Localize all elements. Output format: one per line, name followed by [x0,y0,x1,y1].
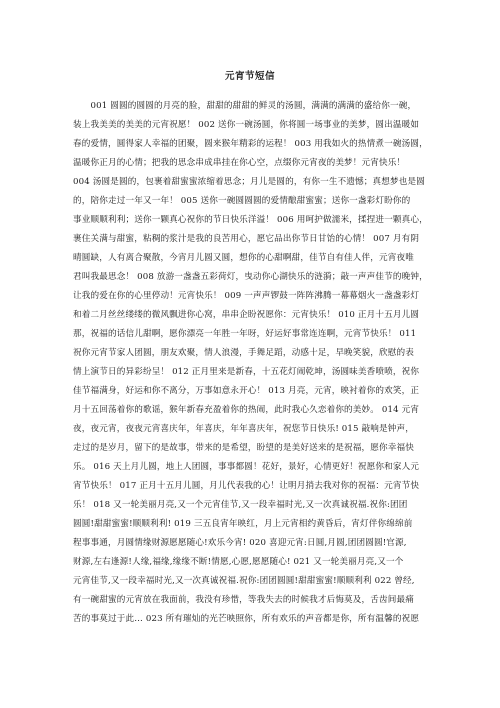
text-line: 圆圆!甜甜蜜蜜!顺顺利利! 019 三五良宵年映红，月上元宵相约黄昏后，宵灯伴你绵绵前 [73,519,413,529]
text-line: 财源,左右逢源!人缘,福缘,缘缘不断!情愿,心愿,愿愿随心! 021 又一轮美丽月亮,又一个 [73,557,404,567]
text-line: 的，陪你走过一年又一年！ 005 送你一碗圆圆圆的爱情酿甜蜜蜜；送你一盏彩灯盼你的 [73,196,411,206]
text-line: 和着二月丝丝缕缕的微风飘进你心窝，串串企盼祝愿你：元宵快乐！ 010 正月十五月儿圆 [73,310,420,320]
text-line: 祝你元宵节家人团圆，朋友欢聚，情人浪漫，手舞足蹈，动感十足，早晚笑貌，欣慰的表 [73,348,415,358]
text-line: 夜，夜元宵，夜夜元宵喜庆年，年喜庆，年年喜庆年，祝您节日快乐! 015 敲响是钟声， [73,424,414,434]
text-line: 月十五回荡着你的歌谣，猴年新春充盈着你的热闹，此时我心久恋着你的美妙。 014 元宵 [73,405,420,415]
text-line: 春的爱情，圆得家人幸福的团聚，圆来猴年精彩的运程！ 003 用我如火的热情煮一碗汤圆， [73,139,428,149]
text-line: 情上演节日的异彩纷呈！ 012 正月里来是新春，十五花灯闹乾坤，汤圆味美香喷喷，祝你 [73,367,420,377]
text-line: 苦的事莫过于此… 023 所有璀灿的光芒映照你，所有欢乐的声音都是你，所有温馨的祝愿 [73,614,420,624]
text-line: 乐！ 018 又一轮美丽月亮,又一个元宵佳节,又一段幸福时光,又一次真诚祝福.祝你:团团 [73,500,408,510]
text-line: 001 圆圆的圆圆的月亮的脸，甜甜的甜甜的鲜灵的汤圆，满满的满满的盛给你一碗， [73,101,417,111]
text-line: 乐。 016 天上月儿圆，地上人团圆，事事都圆！花好，景好，心情更好！祝愿你和家人元 [73,462,420,472]
document-body [73,97,429,629]
text-line: 晴圆缺，人有离合聚散，今宵月儿圆又圆，想你的心甜啊甜，佳节自有佳人伴，元宵夜唯 [73,253,415,263]
text-line: 让我的爱在你的心里停动！元宵快乐！ 009 一声声锣鼓一阵阵沸腾一幕幕烟火一盏盏彩灯 [73,291,420,301]
text-line: 君叫我最思念！ 008 放游一盏盏五彩荷灯，曳动你心湖快乐的涟漪；敲一声声佳节的晚钟， [73,272,428,282]
text-line: 事业顺顺利利；送你一颗真心祝你的节日快乐洋溢！ 006 用呵护做濡米，揉捏进一颗真心， [73,215,428,225]
text-line: 程事事通，月圆情缘财源愿愿随心!欢乐今宵! 020 喜迎元宵:日圆,月圆,团团圆圆!官源, [73,538,407,548]
text-line: 有一碗甜蜜的元宵放在我面前，我没有珍惜，等我失去的时候我才后悔莫及，舌齿间最痛 [73,595,415,605]
document-title: 元宵节短信 [224,71,275,82]
text-line: 装上我美美的美美的元宵祝愿！ 002 送你一碗汤圆，你将圆一场事业的美梦，圆出温暖如 [73,120,420,130]
text-line: 佳节福满身，好运和你不离分，万事如意永开心！ 013 月亮，元宵，映衬着你的欢笑，正 [73,386,420,396]
text-line: 元宵佳节,又一段幸福时光,又一次真诚祝福.祝你:团团圆圆!甜甜蜜蜜!顺顺利利 022 曾经, [73,576,415,586]
text-line: 裹住关满与甜蜜，粘稠的浆汁是我的良苦用心，愿它品出你节日甘饴的心情！ 007 月有阴 [73,234,420,244]
text-line: 004 汤圆是圆的，包裹着甜蜜蜜浓缩着思念；月儿是圆的，有你一生不遗憾；真想梦也是圆 [73,177,425,187]
text-line: 温暖你正月的心情；把我的思念串成串挂在你心空，点缀你元宵夜的美梦！元宵快乐！ [73,158,406,168]
text-line: 走过的是岁月，留下的是故事，带来的是希望，盼望的是美好送来的是祝福，愿你幸福快 [73,443,415,453]
text-line: 那，祝福的话信儿甜啊，愿你漂亮一年胜一年呀，好运好事常连连啊，元宵节快乐！ 011 [73,329,417,339]
text-line: 宵节快乐！ 017 正月十五月儿圆，月儿代表我的心！让明月捎去我对你的祝福：元宵节快 [73,481,420,491]
